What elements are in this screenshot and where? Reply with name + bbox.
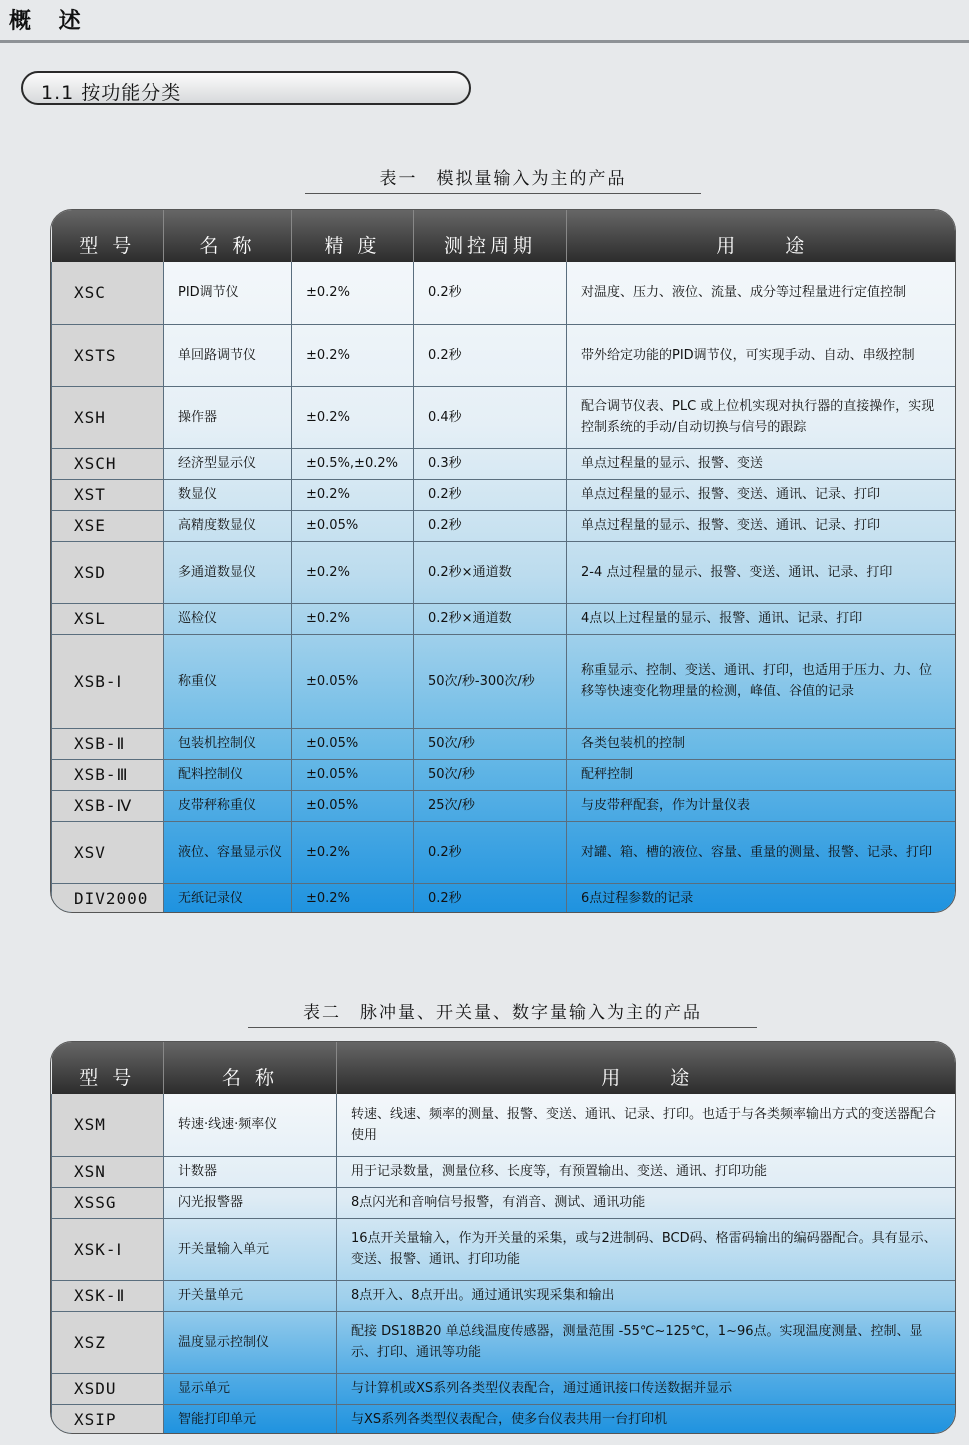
table-row [52,1094,957,1156]
cell-name: 单回路调节仪 [164,324,292,386]
cell-model: DIV2000 [52,883,164,913]
table-row [52,1311,957,1373]
cell-cycle: 0.2秒 [414,821,567,883]
cell-name: 巡检仪 [164,603,292,634]
cell-model: XSB-Ⅰ [52,634,164,728]
cell-usage: 4点以上过程量的显示、报警、通讯、记录、打印 [567,603,957,634]
cell-usage: 单点过程量的显示、报警、变送 [567,448,957,479]
cell-model: XSL [52,603,164,634]
cell-model: XSM [52,1094,164,1156]
cell-name: 多通道数显仪 [164,541,292,603]
cell-cycle: 50次/秒 [414,759,567,790]
table1-caption: 表一 模拟量输入为主的产品 [305,168,701,194]
cell-model: XSTS [52,324,164,386]
table-row [52,386,957,448]
cell-name: 数显仪 [164,479,292,510]
cell-cycle: 25次/秒 [414,790,567,821]
cell-precision: ±0.2% [292,324,414,386]
table-row [52,821,957,883]
cell-model: XST [52,479,164,510]
cell-name: 皮带秤称重仪 [164,790,292,821]
cell-name: 包装机控制仪 [164,728,292,759]
cell-precision: ±0.2% [292,821,414,883]
table2-body [52,1094,957,1434]
cell-name: 温度显示控制仪 [164,1311,337,1373]
cell-cycle: 50次/秒-300次/秒 [414,634,567,728]
cell-name: 无纸记录仪 [164,883,292,913]
cell-model: XSN [52,1156,164,1187]
cell-model: XSD [52,541,164,603]
table1 [50,209,956,913]
cell-usage: 对罐、箱、槽的液位、容量、重量的测量、报警、记录、打印 [567,821,957,883]
table-row [52,790,957,821]
cell-usage: 用于记录数量，测量位移、长度等，有预置输出、变送、通讯、打印功能 [337,1156,957,1187]
table-row [52,262,957,324]
cell-model: XSSG [52,1187,164,1218]
table1-body [52,262,957,913]
cell-usage: 8点开入、8点开出。通过通讯实现采集和输出 [337,1280,957,1311]
cell-usage: 与XS系列各类型仪表配合，使多台仪表共用一台打印机 [337,1404,957,1434]
table-row [52,510,957,541]
cell-usage: 配接 DS18B20 单总线温度传感器，测量范围 -55℃~125℃，1~96点。实现温度测量、控制、显示、打印、通讯等功能 [337,1311,957,1373]
table2-header-row [52,1042,957,1094]
table-row [52,603,957,634]
cell-name: 计数器 [164,1156,337,1187]
cell-model: XSB-Ⅱ [52,728,164,759]
table1-header-row [52,210,957,262]
cell-usage: 单点过程量的显示、报警、变送、通讯、记录、打印 [567,479,957,510]
section-heading-label: 1.1 按功能分类 [41,82,182,104]
cell-usage: 称重显示、控制、变送、通讯、打印，也适用于压力、力、位移等快速变化物理量的检测，峰值、谷值的记录 [567,634,957,728]
cell-name: 开关量输入单元 [164,1218,337,1280]
page-title: 概 述 [9,9,91,34]
cell-usage: 16点开关量输入，作为开关量的采集，或与2进制码、BCD码、格雷码输出的编码器配合。具有显示、变送、报警、通讯、打印功能 [337,1218,957,1280]
cell-model: XSB-Ⅳ [52,790,164,821]
cell-precision: ±0.5%,±0.2% [292,448,414,479]
cell-precision: ±0.05% [292,759,414,790]
cell-name: 经济型显示仪 [164,448,292,479]
cell-model: XSB-Ⅲ [52,759,164,790]
cell-usage: 8点闪光和音响信号报警，有消音、测试、通讯功能 [337,1187,957,1218]
cell-precision: ±0.2% [292,386,414,448]
table1-header-precision: 精 度 [292,210,414,262]
cell-name: 智能打印单元 [164,1404,337,1434]
cell-precision: ±0.2% [292,883,414,913]
table-row [52,1404,957,1434]
cell-precision: ±0.05% [292,634,414,728]
cell-model: XSE [52,510,164,541]
page-header [0,0,969,43]
cell-name: 高精度数显仪 [164,510,292,541]
table-row [52,1156,957,1187]
table-row [52,634,957,728]
cell-cycle: 0.2秒 [414,324,567,386]
cell-cycle: 0.2秒 [414,510,567,541]
cell-usage: 与计算机或XS系列各类型仪表配合，通过通讯接口传送数据并显示 [337,1373,957,1404]
table-row [52,479,957,510]
cell-usage: 对温度、压力、液位、流量、成分等过程量进行定值控制 [567,262,957,324]
cell-usage: 2-4 点过程量的显示、报警、变送、通讯、记录、打印 [567,541,957,603]
cell-usage: 各类包装机的控制 [567,728,957,759]
table-row [52,324,957,386]
table-row [52,1373,957,1404]
cell-model: XSDU [52,1373,164,1404]
cell-model: XSZ [52,1311,164,1373]
cell-name: 转速·线速·频率仪 [164,1094,337,1156]
cell-usage: 带外给定功能的PID调节仪，可实现手动、自动、串级控制 [567,324,957,386]
table1-header-name: 名 称 [164,210,292,262]
cell-cycle: 50次/秒 [414,728,567,759]
cell-model: XSC [52,262,164,324]
cell-model: XSK-Ⅱ [52,1280,164,1311]
cell-name: 显示单元 [164,1373,337,1404]
cell-name: 开关量单元 [164,1280,337,1311]
cell-cycle: 0.2秒 [414,262,567,324]
cell-cycle: 0.2秒 [414,479,567,510]
section-heading [21,71,471,105]
cell-precision: ±0.05% [292,790,414,821]
table2-header-name: 名 称 [164,1042,337,1094]
cell-usage: 配秤控制 [567,759,957,790]
cell-usage: 与皮带秤配套，作为计量仪表 [567,790,957,821]
cell-cycle: 0.2秒×通道数 [414,603,567,634]
table-row [52,728,957,759]
cell-precision: ±0.05% [292,510,414,541]
cell-precision: ±0.05% [292,728,414,759]
cell-model: XSK-Ⅰ [52,1218,164,1280]
table2 [50,1041,956,1434]
table1-header-cycle: 测控周期 [414,210,567,262]
table-row [52,1187,957,1218]
cell-name: 闪光报警器 [164,1187,337,1218]
cell-usage: 6点过程参数的记录 [567,883,957,913]
cell-usage: 转速、线速、频率的测量、报警、变送、通讯、记录、打印。也适于与各类频率输出方式的变送器配合使用 [337,1094,957,1156]
table2-caption: 表二 脉冲量、开关量、数字量输入为主的产品 [248,1002,757,1028]
table-row [52,883,957,913]
cell-name: 操作器 [164,386,292,448]
cell-cycle: 0.3秒 [414,448,567,479]
table2-header-usage: 用 途 [337,1042,957,1094]
cell-name: PID调节仪 [164,262,292,324]
cell-precision: ±0.2% [292,262,414,324]
cell-precision: ±0.2% [292,479,414,510]
cell-usage: 单点过程量的显示、报警、变送、通讯、记录、打印 [567,510,957,541]
cell-name: 液位、容量显示仪 [164,821,292,883]
table-row [52,1218,957,1280]
cell-model: XSCH [52,448,164,479]
cell-cycle: 0.2秒×通道数 [414,541,567,603]
table2-header-model: 型 号 [52,1042,164,1094]
table-row [52,1280,957,1311]
table-row [52,759,957,790]
table-row [52,448,957,479]
table1-header-usage: 用 途 [567,210,957,262]
cell-model: XSIP [52,1404,164,1434]
table1-header-model: 型 号 [52,210,164,262]
cell-precision: ±0.2% [292,541,414,603]
table-row [52,541,957,603]
cell-cycle: 0.2秒 [414,883,567,913]
cell-name: 称重仪 [164,634,292,728]
cell-usage: 配合调节仪表、PLC 或上位机实现对执行器的直接操作，实现控制系统的手动/自动切换与信号的跟踪 [567,386,957,448]
cell-cycle: 0.4秒 [414,386,567,448]
cell-precision: ±0.2% [292,603,414,634]
cell-model: XSV [52,821,164,883]
cell-model: XSH [52,386,164,448]
cell-name: 配料控制仪 [164,759,292,790]
